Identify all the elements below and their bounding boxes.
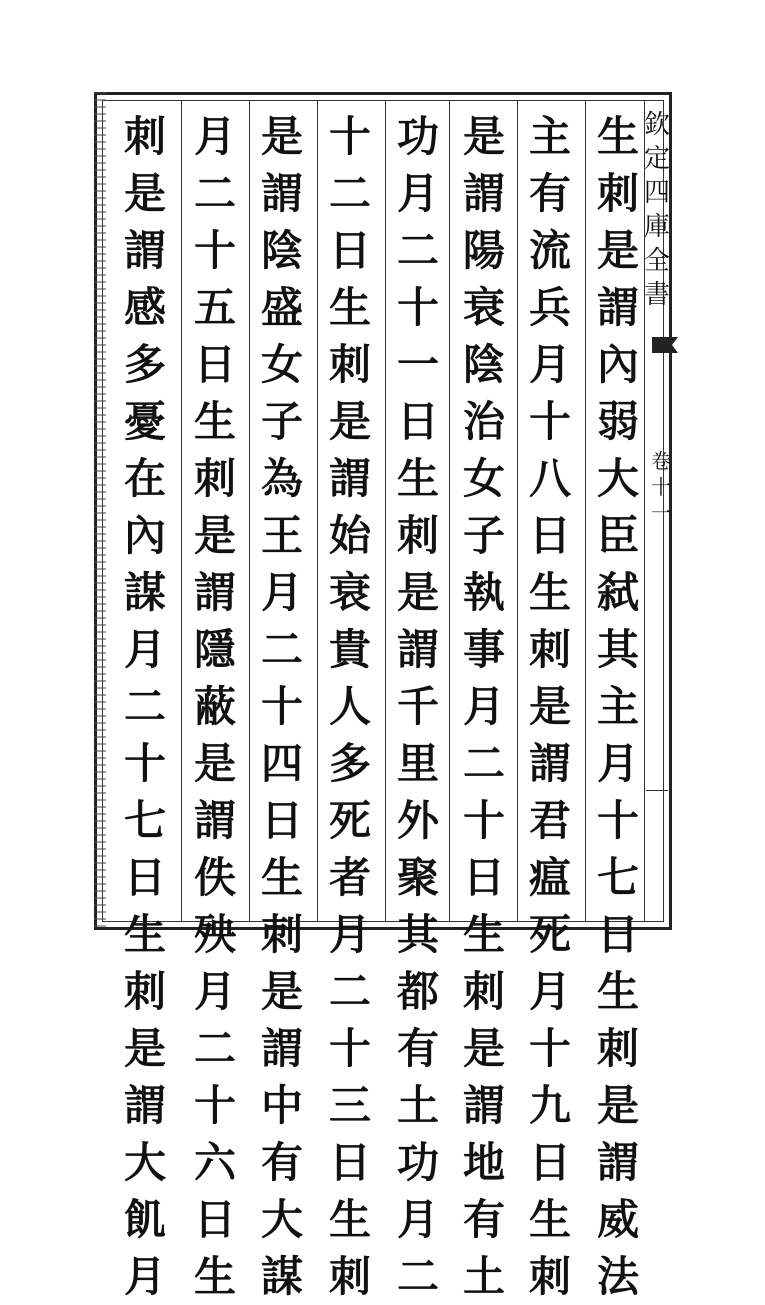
- glyph: 七: [123, 796, 166, 845]
- glyph: 王: [260, 511, 303, 560]
- glyph: 日: [462, 853, 505, 902]
- glyph: 土: [462, 1252, 505, 1301]
- glyph: 佚: [193, 853, 236, 902]
- glyph: 殃: [193, 910, 236, 959]
- glyph: 感: [123, 283, 166, 332]
- glyph: 土: [396, 1081, 439, 1130]
- glyph: 事: [462, 625, 505, 674]
- glyph: 陰: [260, 226, 303, 275]
- column-rule: [585, 100, 586, 922]
- glyph: 生: [596, 112, 639, 161]
- margin-volume: [646, 448, 676, 526]
- text-column-2: [522, 108, 578, 1301]
- glyph: 子: [260, 397, 303, 446]
- glyph: 是: [123, 1024, 166, 1073]
- glyph: 陽: [462, 226, 505, 275]
- margin-title-glyph: 欽: [643, 110, 670, 140]
- column-rule: [385, 100, 386, 922]
- glyph: 人: [328, 682, 371, 731]
- glyph: 月: [396, 1195, 439, 1244]
- glyph: 其: [596, 625, 639, 674]
- glyph: 都: [396, 967, 439, 1016]
- glyph: 十: [462, 796, 505, 845]
- glyph: 生: [596, 967, 639, 1016]
- margin-tick: [646, 790, 668, 791]
- glyph: 弑: [596, 568, 639, 617]
- glyph: 十: [328, 1024, 371, 1073]
- glyph: 生: [193, 397, 236, 446]
- glyph: 子: [462, 511, 505, 560]
- glyph: 生: [193, 1252, 236, 1301]
- column-rule: [181, 100, 182, 922]
- glyph: 八: [528, 454, 571, 503]
- glyph: 月: [193, 112, 236, 161]
- glyph: 刺: [396, 511, 439, 560]
- glyph: 十: [260, 682, 303, 731]
- glyph: 月: [396, 169, 439, 218]
- glyph: 月: [528, 340, 571, 389]
- margin-title-glyph: 全: [643, 246, 670, 276]
- glyph: 謂: [596, 283, 639, 332]
- glyph: 十: [193, 226, 236, 275]
- glyph: 謂: [596, 1138, 639, 1187]
- glyph: 刺: [462, 967, 505, 1016]
- text-column-3: [456, 108, 512, 1301]
- glyph: 謂: [328, 454, 371, 503]
- glyph: 有: [396, 1024, 439, 1073]
- glyph: 威: [596, 1195, 639, 1244]
- margin-title-glyph: 四: [643, 178, 670, 208]
- glyph: 十: [396, 283, 439, 332]
- glyph: 謂: [260, 1024, 303, 1073]
- glyph: 中: [260, 1081, 303, 1130]
- glyph: 月: [328, 910, 371, 959]
- glyph: 刺: [596, 1024, 639, 1073]
- glyph: 有: [260, 1138, 303, 1187]
- glyph: 日: [193, 340, 236, 389]
- glyph: 謂: [123, 1081, 166, 1130]
- glyph: 生: [462, 910, 505, 959]
- glyph: 二: [328, 967, 371, 1016]
- glyph: 多: [123, 340, 166, 389]
- glyph: 謂: [396, 625, 439, 674]
- glyph: 十: [328, 112, 371, 161]
- column-rule: [517, 100, 518, 922]
- glyph: 日: [528, 511, 571, 560]
- glyph: 刺: [193, 454, 236, 503]
- glyph: 是: [596, 226, 639, 275]
- glyph: 兵: [528, 283, 571, 332]
- glyph: 者: [328, 853, 371, 902]
- glyph: 是: [396, 568, 439, 617]
- glyph: 外: [396, 796, 439, 845]
- glyph: 謂: [462, 169, 505, 218]
- glyph: 始: [328, 511, 371, 560]
- glyph: 日: [596, 910, 639, 959]
- glyph: 多: [328, 739, 371, 788]
- margin-volume-glyph: 一: [651, 501, 671, 525]
- glyph: 二: [193, 1024, 236, 1073]
- glyph: 日: [123, 853, 166, 902]
- glyph: 五: [193, 283, 236, 332]
- glyph: 死: [528, 910, 571, 959]
- glyph: 生: [260, 853, 303, 902]
- margin-title-glyph: 書: [643, 280, 670, 310]
- glyph: 謂: [462, 1081, 505, 1130]
- glyph: 十: [193, 1081, 236, 1130]
- glyph: 謀: [123, 568, 166, 617]
- glyph: 生: [528, 568, 571, 617]
- text-column-6: [254, 108, 310, 1301]
- glyph: 十: [123, 739, 166, 788]
- glyph: 憂: [123, 397, 166, 446]
- glyph: 刺: [123, 112, 166, 161]
- glyph: 生: [123, 910, 166, 959]
- glyph: 地: [462, 1138, 505, 1187]
- glyph: 謀: [260, 1252, 303, 1301]
- text-column-8: [117, 108, 173, 1301]
- glyph: 月: [123, 1252, 166, 1301]
- glyph: 法: [596, 1252, 639, 1301]
- glyph: 月: [462, 682, 505, 731]
- column-rule: [249, 100, 250, 922]
- glyph: 刺: [528, 1252, 571, 1301]
- glyph: 刺: [123, 967, 166, 1016]
- glyph: 四: [260, 739, 303, 788]
- glyph: 月: [596, 739, 639, 788]
- glyph: 日: [528, 1138, 571, 1187]
- glyph: 二: [193, 169, 236, 218]
- glyph: 執: [462, 568, 505, 617]
- glyph: 生: [396, 454, 439, 503]
- text-column-1: [590, 108, 646, 1301]
- glyph: 刺: [596, 169, 639, 218]
- page-edge: [94, 92, 106, 930]
- glyph: 生: [328, 283, 371, 332]
- glyph: 主: [528, 112, 571, 161]
- glyph: 功: [396, 112, 439, 161]
- margin-volume-glyph: 十: [651, 475, 671, 499]
- glyph: 日: [193, 1195, 236, 1244]
- glyph: 大: [596, 454, 639, 503]
- glyph: 內: [123, 511, 166, 560]
- glyph: 是: [328, 397, 371, 446]
- glyph: 是: [528, 682, 571, 731]
- glyph: 瘟: [528, 853, 571, 902]
- glyph: 二: [328, 169, 371, 218]
- glyph: 盛: [260, 283, 303, 332]
- glyph: 二: [462, 739, 505, 788]
- glyph: 二: [396, 226, 439, 275]
- margin-title: [643, 108, 670, 312]
- glyph: 死: [328, 796, 371, 845]
- glyph: 二: [260, 625, 303, 674]
- glyph: 衰: [462, 283, 505, 332]
- column-rule: [449, 100, 450, 922]
- glyph: 月: [193, 967, 236, 1016]
- glyph: 三: [328, 1081, 371, 1130]
- glyph: 生: [328, 1195, 371, 1244]
- glyph: 君: [528, 796, 571, 845]
- glyph: 在: [123, 454, 166, 503]
- glyph: 主: [596, 682, 639, 731]
- glyph: 日: [328, 1138, 371, 1187]
- glyph: 刺: [328, 340, 371, 389]
- glyph: 謂: [193, 796, 236, 845]
- glyph: 飢: [123, 1195, 166, 1244]
- glyph: 刺: [528, 625, 571, 674]
- glyph: 臣: [596, 511, 639, 560]
- glyph: 是: [260, 112, 303, 161]
- glyph: 七: [596, 853, 639, 902]
- text-column-4: [390, 108, 446, 1301]
- glyph: 十: [528, 397, 571, 446]
- margin-title-glyph: 定: [643, 144, 670, 174]
- glyph: 是: [462, 112, 505, 161]
- glyph: 有: [528, 169, 571, 218]
- glyph: 日: [396, 397, 439, 446]
- glyph: 內: [596, 340, 639, 389]
- text-column-7: [187, 108, 243, 1301]
- glyph: 里: [396, 739, 439, 788]
- glyph: 二: [123, 682, 166, 731]
- glyph: 是: [123, 169, 166, 218]
- glyph: 是: [260, 967, 303, 1016]
- glyph: 流: [528, 226, 571, 275]
- glyph: 二: [396, 1252, 439, 1301]
- glyph: 聚: [396, 853, 439, 902]
- glyph: 弱: [596, 397, 639, 446]
- glyph: 為: [260, 454, 303, 503]
- glyph: 女: [260, 340, 303, 389]
- glyph: 隱: [193, 625, 236, 674]
- glyph: 有: [462, 1195, 505, 1244]
- glyph: 謂: [123, 226, 166, 275]
- glyph: 治: [462, 397, 505, 446]
- glyph: 是: [193, 511, 236, 560]
- margin-volume-glyph: 卷: [651, 449, 671, 473]
- glyph: 一: [396, 340, 439, 389]
- glyph: 陰: [462, 340, 505, 389]
- glyph: 十: [528, 1024, 571, 1073]
- glyph: 千: [396, 682, 439, 731]
- glyph: 十: [596, 796, 639, 845]
- glyph: 刺: [328, 1252, 371, 1301]
- glyph: 日: [260, 796, 303, 845]
- glyph: 月: [123, 625, 166, 674]
- glyph: 功: [396, 1138, 439, 1187]
- margin-title-glyph: 庫: [643, 212, 670, 242]
- glyph: 日: [328, 226, 371, 275]
- glyph: 衰: [328, 568, 371, 617]
- glyph: 刺: [260, 910, 303, 959]
- glyph: 其: [396, 910, 439, 959]
- glyph: 是: [462, 1024, 505, 1073]
- glyph: 月: [260, 568, 303, 617]
- glyph: 謂: [528, 739, 571, 788]
- glyph: 是: [596, 1081, 639, 1130]
- glyph: 謂: [193, 568, 236, 617]
- glyph: 是: [193, 739, 236, 788]
- glyph: 女: [462, 454, 505, 503]
- glyph: 六: [193, 1138, 236, 1187]
- glyph: 大: [123, 1138, 166, 1187]
- glyph: 貴: [328, 625, 371, 674]
- text-column-5: [322, 108, 378, 1301]
- fishtail-mark-icon: [650, 335, 680, 355]
- glyph: 謂: [260, 169, 303, 218]
- glyph: 大: [260, 1195, 303, 1244]
- column-rule: [317, 100, 318, 922]
- glyph: 九: [528, 1081, 571, 1130]
- glyph: 生: [528, 1195, 571, 1244]
- glyph: 蔽: [193, 682, 236, 731]
- glyph: 月: [528, 967, 571, 1016]
